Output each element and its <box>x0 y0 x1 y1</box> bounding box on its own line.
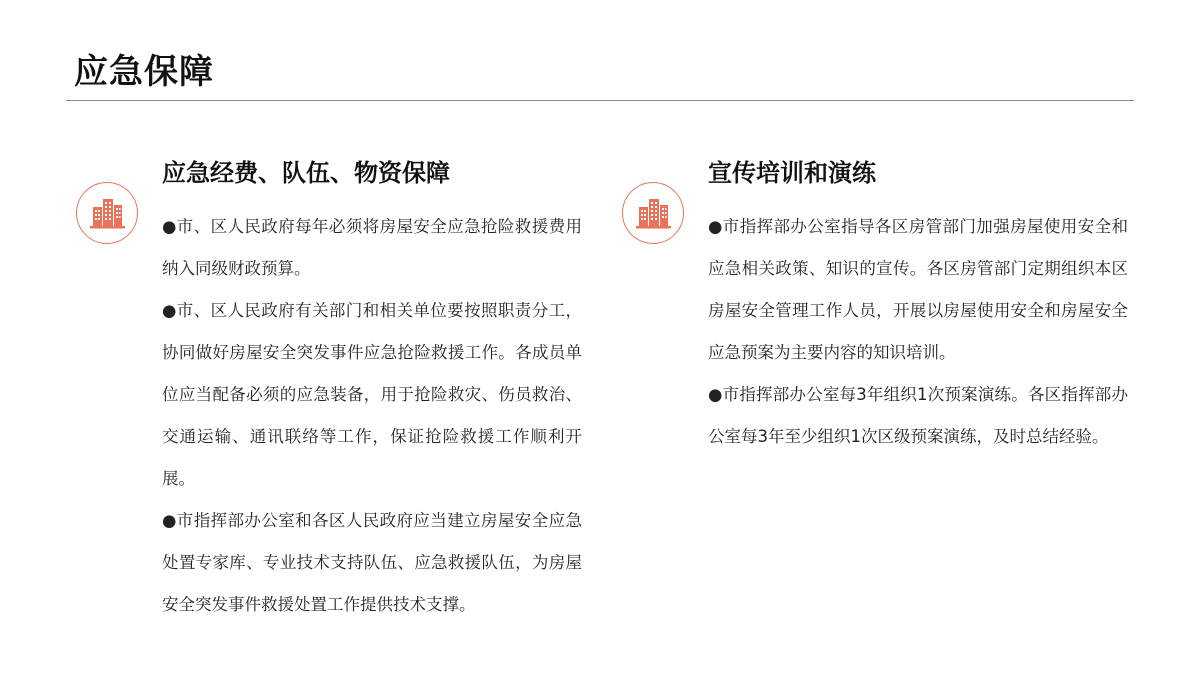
paragraph: ●市指挥部办公室和各区人民政府应当建立房屋安全应急处置专家库、专业技术支持队伍、应急救援队伍，为房屋安全突发事件救援处置工作提供技术支撑。 <box>162 511 582 614</box>
title-divider <box>66 100 1134 101</box>
paragraph: ●市指挥部办公室每3年组织1次预案演练。各区指挥部办公室每3年至少组织1次区级预案演练，及时总结经验。 <box>708 385 1128 446</box>
section-heading: 宣传培训和演练 <box>708 159 876 187</box>
paragraph: ●市指挥部办公室指导各区房管部门加强房屋使用安全和应急相关政策、知识的宣传。各区房管部门定期组织本区房屋安全管理工作人员，开展以房屋使用安全和房屋安全应急预案为主要内容的知识培训。 <box>708 217 1128 362</box>
section-heading: 应急经费、队伍、物资保障 <box>162 159 450 187</box>
paragraph: ●市、区人民政府有关部门和相关单位要按照职责分工，协同做好房屋安全突发事件应急抢险救援工作。各成员单位应当配备必须的应急装备，用于抢险救灾、伤员救治、交通运输、通讯联络等工作，保证抢险救援工作顺利开展。 <box>162 301 582 488</box>
paragraph: ●市、区人民政府每年必须将房屋安全应急抢险救援费用纳入同级财政预算。 <box>162 217 582 278</box>
building-icon <box>622 182 684 244</box>
building-icon <box>76 182 138 244</box>
section-body <box>708 206 1128 458</box>
page-title: 应急保障 <box>74 52 214 92</box>
section-body <box>162 206 582 626</box>
